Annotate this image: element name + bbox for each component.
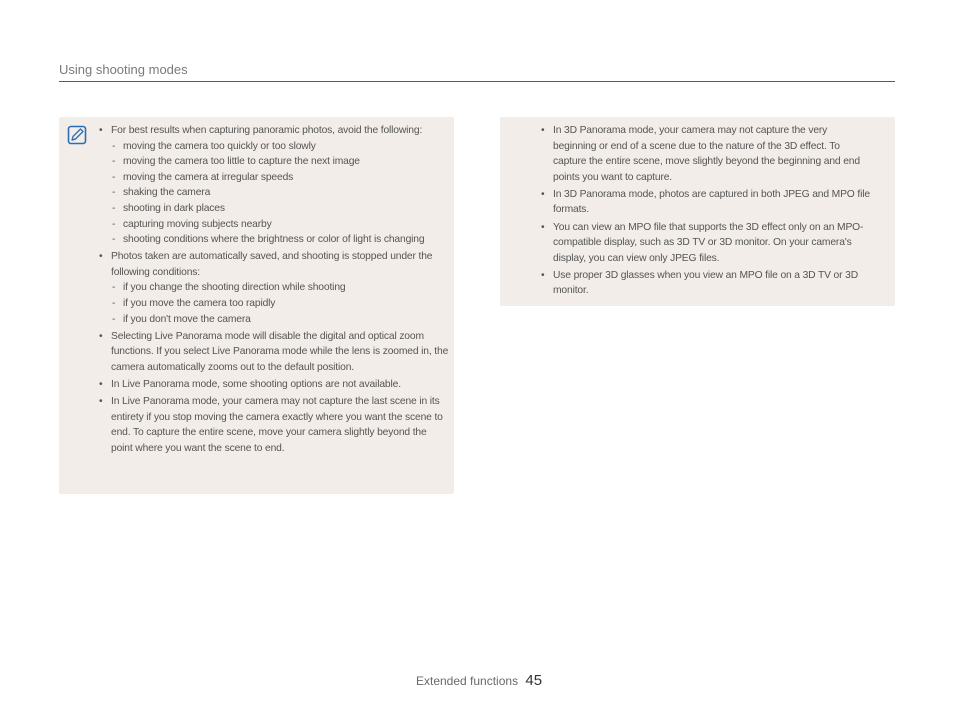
sub-list-item: - moving the camera too little to capture the next image bbox=[111, 154, 449, 170]
list-item: • In 3D Panorama mode, your camera may not capture the very beginning or end of a scene due to the nature of the 3D effect. To capture the entire scene, move slightly beyond the beginning and end points you want to capture. bbox=[541, 123, 871, 185]
list-item: • Selecting Live Panorama mode will disable the digital and optical zoom functions. If you select Live Panorama mode while the lens is zoomed in, the camera automatically zooms out to the default position. bbox=[99, 329, 449, 376]
list-item bbox=[99, 123, 449, 248]
note-list-left bbox=[99, 123, 449, 458]
list-item: • Use proper 3D glasses when you view an MPO file on a 3D TV or 3D monitor. bbox=[541, 268, 871, 299]
note-box-left bbox=[59, 117, 454, 494]
list-item: • In Live Panorama mode, your camera may not capture the last scene in its entirety if you stop moving the camera exactly where you want the scene to end. To capture the entire scene, move your camera slightly beyond the point where you want the scene to end. bbox=[99, 394, 449, 456]
sub-list-item: - if you move the camera too rapidly bbox=[111, 296, 449, 312]
sub-list-item: - capturing moving subjects nearby bbox=[111, 217, 449, 233]
list-item-text: Photos taken are automatically saved, and shooting is stopped under the following conditions: bbox=[111, 251, 433, 278]
page-number: 45 bbox=[525, 672, 543, 689]
page-footer bbox=[416, 672, 542, 689]
list-item: • You can view an MPO file that supports the 3D effect only on an MPO-compatible display, such as 3D TV or 3D monitor. On your camera's display, you can view only JPEG files. bbox=[541, 220, 871, 267]
sub-list bbox=[111, 139, 449, 248]
sub-list-item: - if you change the shooting direction while shooting bbox=[111, 280, 449, 296]
note-list-right bbox=[541, 123, 871, 301]
sub-list-item: - shooting conditions where the brightness or color of light is changing bbox=[111, 232, 449, 248]
sub-list-item: - moving the camera at irregular speeds bbox=[111, 170, 449, 186]
list-item: • In 3D Panorama mode, photos are captured in both JPEG and MPO file formats. bbox=[541, 187, 871, 218]
list-item-text: For best results when capturing panoramic photos, avoid the following: bbox=[111, 125, 423, 136]
note-box-right bbox=[500, 117, 895, 306]
list-item: • In Live Panorama mode, some shooting options are not available. bbox=[99, 377, 449, 393]
footer-section-label: Extended functions bbox=[416, 674, 519, 688]
note-pencil-icon bbox=[67, 125, 87, 145]
sub-list-item: - shooting in dark places bbox=[111, 201, 449, 217]
list-item bbox=[99, 249, 449, 327]
sub-list-item: - shaking the camera bbox=[111, 185, 449, 201]
sub-list-item: - moving the camera too quickly or too slowly bbox=[111, 139, 449, 155]
sub-list-item: - if you don't move the camera bbox=[111, 312, 449, 328]
sub-list bbox=[111, 280, 449, 327]
page-section-title: Using shooting modes bbox=[59, 62, 895, 82]
